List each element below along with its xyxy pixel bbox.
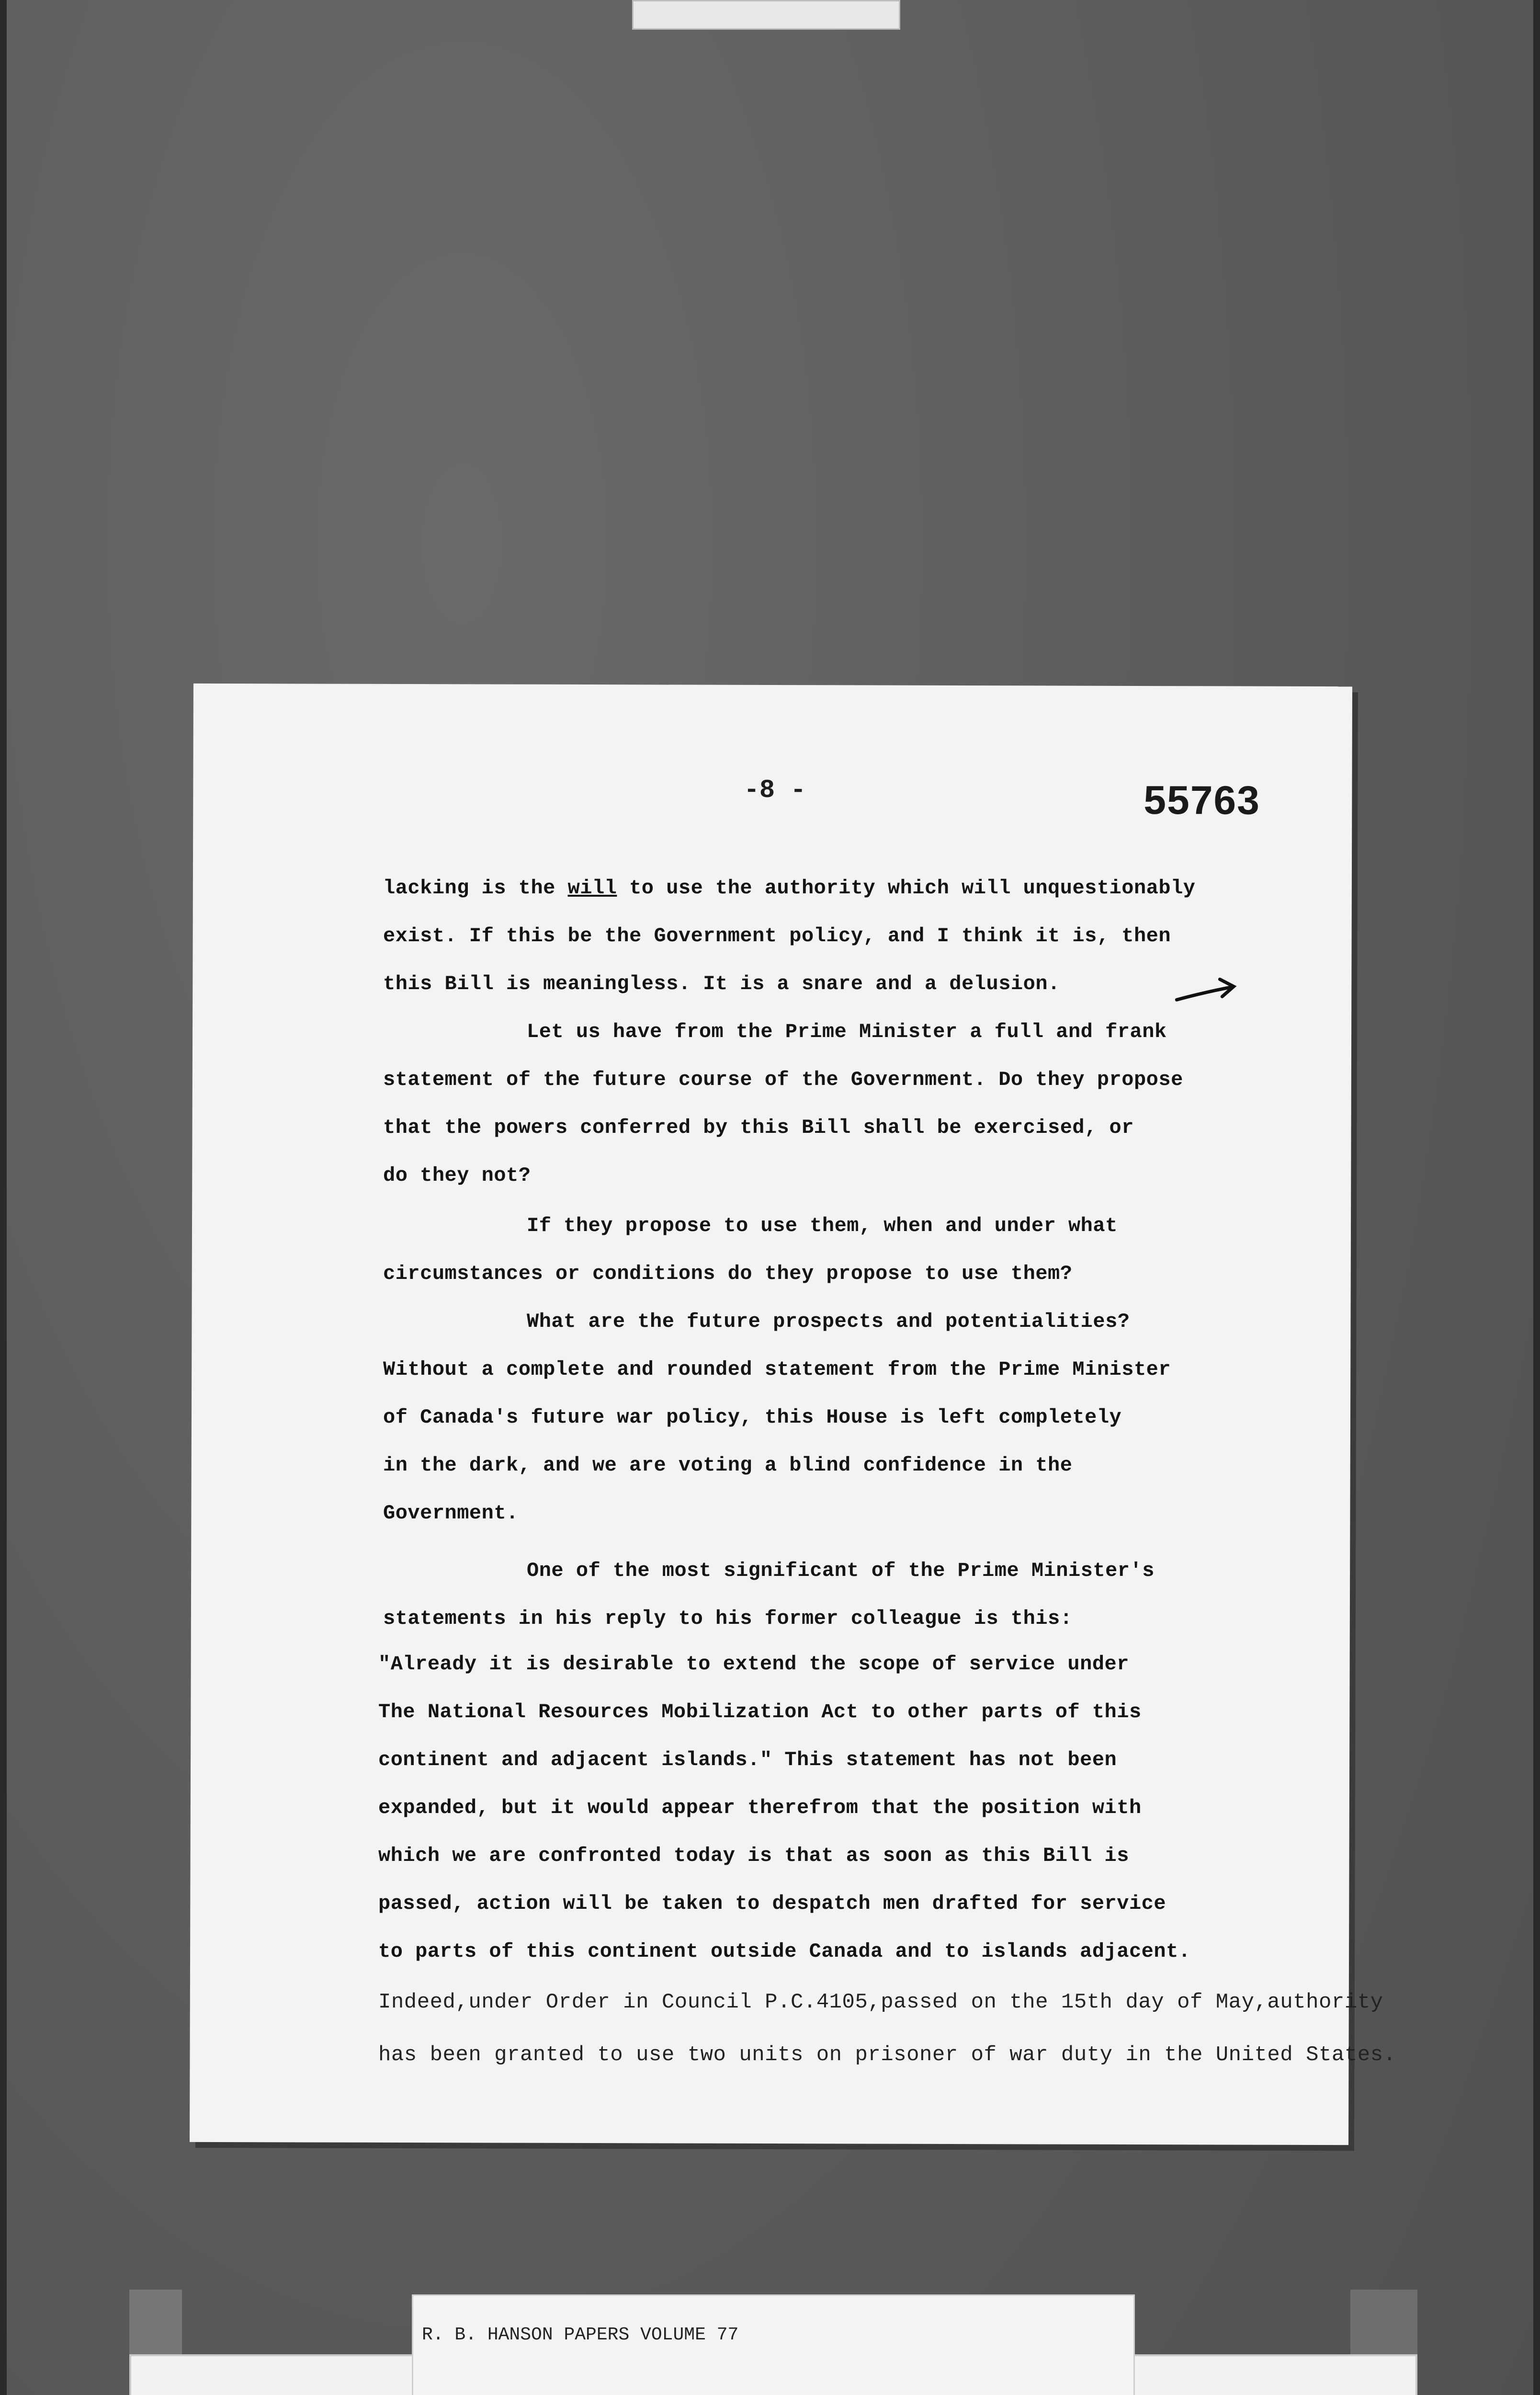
text-line-3: this Bill is meaningless. It is a snare and a delusion. (383, 972, 1060, 995)
margin-arrow-icon (1174, 973, 1241, 1012)
text-line-12: of Canada's future war policy, this House is left completely (383, 1406, 1122, 1429)
page-number: -8 - (744, 776, 806, 806)
text-line-15: One of the most significant of the Prime Minister's (527, 1559, 1155, 1582)
document-id-stamp: 55763 (1144, 777, 1261, 823)
text-line-13: in the dark, and we are voting a blind confidence in the (383, 1454, 1073, 1477)
text-line-22: passed, action will be taken to despatch men drafted for service (378, 1892, 1166, 1915)
underlined-word: will (567, 877, 617, 900)
text-line-14: Government. (383, 1502, 519, 1525)
text-line-7: do they not? (383, 1164, 531, 1187)
text-line-2: exist. If this be the Government policy, and I think it is, then (383, 924, 1171, 947)
text-line-1 (383, 877, 1195, 900)
film-edge-left (0, 0, 7, 2395)
text-line-25: has been granted to use two units on prisoner of war duty in the United States. (378, 2043, 1396, 2067)
text-line-17: "Already it is desirable to extend the scope of service under (378, 1653, 1129, 1676)
text-line-6: that the powers conferred by this Bill shall be exercised, or (383, 1116, 1134, 1139)
text-line-21: which we are confronted today is that as soon as this Bill is (378, 1844, 1129, 1867)
text-line-9: circumstances or conditions do they propose to use them? (383, 1262, 1073, 1285)
text-line-8: If they propose to use them, when and under what (527, 1214, 1118, 1237)
top-paper-tab (632, 0, 900, 30)
text-line-16: statements in his reply to his former colleague is this: (383, 1607, 1073, 1630)
film-edge-right (1533, 0, 1540, 2395)
text-line-24: Indeed,under Order in Council P.C.4105,passed on the 15th day of May,authority (378, 1990, 1383, 2014)
collection-label-text: R. B. HANSON PAPERS VOLUME 77 (422, 2325, 739, 2345)
collection-label (412, 2294, 1135, 2395)
text-line-4: Let us have from the Prime Minister a full and frank (527, 1020, 1167, 1043)
text-line-19: continent and adjacent islands." This statement has not been (378, 1748, 1117, 1771)
text-line-10: What are the future prospects and potentialities? (527, 1310, 1130, 1333)
text-line-23: to parts of this continent outside Canada and to islands adjacent. (378, 1940, 1191, 1963)
text-line-5: statement of the future course of the Government. Do they propose (383, 1068, 1183, 1091)
text-line-20: expanded, but it would appear therefrom that the position with (378, 1796, 1142, 1819)
text-line-11: Without a complete and rounded statement from the Prime Minister (383, 1358, 1171, 1381)
text-line-18: The National Resources Mobilization Act to other parts of this (378, 1700, 1142, 1723)
text-line-1-content: lacking is the will to use the authority which will unquestionably (383, 877, 1196, 900)
